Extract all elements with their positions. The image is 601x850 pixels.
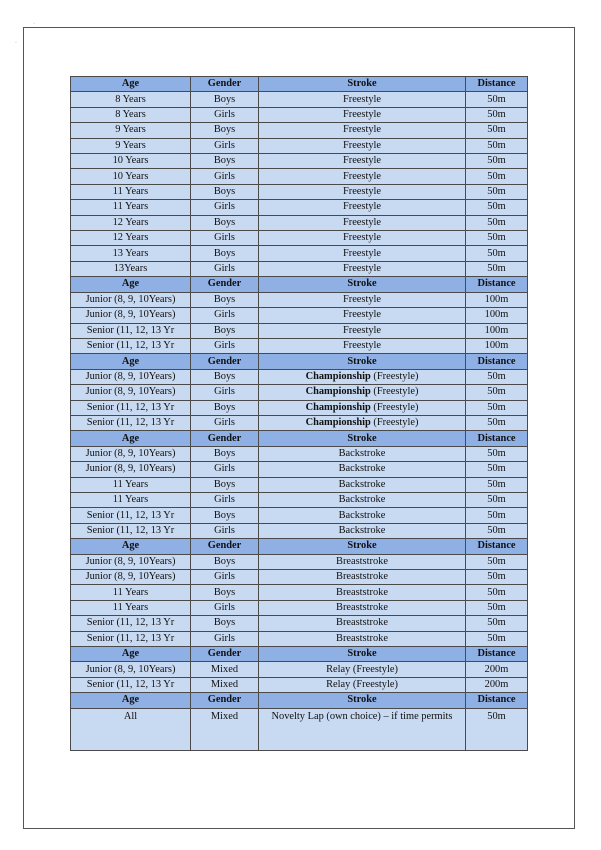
- stroke-cell: Backstroke: [259, 492, 466, 507]
- header-gender: Gender: [191, 647, 259, 662]
- age-cell: Senior (11, 12, 13 Yr: [71, 323, 191, 338]
- age-cell: Junior (8, 9, 10Years): [71, 446, 191, 461]
- header-stroke: Stroke: [259, 354, 466, 369]
- stroke-cell: Breaststroke: [259, 631, 466, 646]
- age-cell: 11 Years: [71, 585, 191, 600]
- stroke-cell: Backstroke: [259, 462, 466, 477]
- gender-cell: Girls: [191, 308, 259, 323]
- age-cell: Senior (11, 12, 13 Yr: [71, 508, 191, 523]
- header-distance: Distance: [466, 277, 528, 292]
- stroke-bold-text: Championship: [305, 417, 371, 429]
- stroke-cell: Freestyle: [259, 123, 466, 138]
- table-header-row: [71, 647, 528, 662]
- header-age: Age: [71, 693, 191, 708]
- header-distance: Distance: [466, 354, 528, 369]
- header-gender: Gender: [191, 354, 259, 369]
- header-distance: Distance: [466, 647, 528, 662]
- distance-cell: 100m: [466, 323, 528, 338]
- table-row: [71, 616, 528, 631]
- table-row: [71, 554, 528, 569]
- stroke-text: (Freestyle): [370, 370, 419, 382]
- gender-cell: Girls: [191, 169, 259, 184]
- distance-cell: 50m: [466, 415, 528, 430]
- header-stroke: Stroke: [259, 431, 466, 446]
- gender-cell: Girls: [191, 492, 259, 507]
- stroke-cell: [259, 415, 466, 430]
- gender-cell: Boys: [191, 246, 259, 261]
- table-row: [71, 138, 528, 153]
- gender-cell: Mixed: [191, 708, 259, 750]
- stroke-bold-text: Championship: [305, 370, 371, 382]
- distance-cell: 50m: [466, 369, 528, 384]
- gender-cell: Boys: [191, 123, 259, 138]
- distance-cell: 50m: [466, 385, 528, 400]
- header-age: Age: [71, 647, 191, 662]
- header-gender: Gender: [191, 539, 259, 554]
- gender-cell: Boys: [191, 400, 259, 415]
- distance-cell: 100m: [466, 338, 528, 353]
- header-distance: Distance: [466, 77, 528, 92]
- distance-cell: 50m: [466, 523, 528, 538]
- table-row: [71, 570, 528, 585]
- distance-cell: 50m: [466, 123, 528, 138]
- header-stroke: Stroke: [259, 693, 466, 708]
- age-cell: Junior (8, 9, 10Years): [71, 554, 191, 569]
- age-cell: Senior (11, 12, 13 Yr: [71, 338, 191, 353]
- stroke-cell: Freestyle: [259, 154, 466, 169]
- gender-cell: Boys: [191, 92, 259, 107]
- stroke-cell: Freestyle: [259, 292, 466, 307]
- age-cell: Senior (11, 12, 13 Yr: [71, 677, 191, 692]
- gender-cell: Girls: [191, 631, 259, 646]
- distance-cell: 200m: [466, 677, 528, 692]
- age-cell: 13 Years: [71, 246, 191, 261]
- stroke-cell: Breaststroke: [259, 585, 466, 600]
- table-row: [71, 585, 528, 600]
- stroke-cell: Backstroke: [259, 508, 466, 523]
- header-age: Age: [71, 539, 191, 554]
- gender-cell: Girls: [191, 523, 259, 538]
- header-gender: Gender: [191, 277, 259, 292]
- table-row: [71, 708, 528, 750]
- distance-cell: 200m: [466, 662, 528, 677]
- stroke-cell: Freestyle: [259, 200, 466, 215]
- age-cell: Junior (8, 9, 10Years): [71, 385, 191, 400]
- age-cell: 12 Years: [71, 231, 191, 246]
- age-cell: Junior (8, 9, 10Years): [71, 462, 191, 477]
- gender-cell: Boys: [191, 154, 259, 169]
- stroke-cell: Backstroke: [259, 477, 466, 492]
- table-row: [71, 123, 528, 138]
- stroke-cell: Breaststroke: [259, 554, 466, 569]
- distance-cell: 50m: [466, 400, 528, 415]
- stroke-cell: Backstroke: [259, 446, 466, 461]
- distance-cell: 50m: [466, 261, 528, 276]
- age-cell: 11 Years: [71, 492, 191, 507]
- stroke-bold-text: Championship: [305, 386, 371, 398]
- distance-cell: 50m: [466, 107, 528, 122]
- stroke-cell: Freestyle: [259, 323, 466, 338]
- distance-cell: 50m: [466, 215, 528, 230]
- gender-cell: Boys: [191, 616, 259, 631]
- header-age: Age: [71, 77, 191, 92]
- age-cell: 11 Years: [71, 600, 191, 615]
- distance-cell: 50m: [466, 616, 528, 631]
- stroke-cell: Freestyle: [259, 308, 466, 323]
- gender-cell: Boys: [191, 508, 259, 523]
- table-row: [71, 323, 528, 338]
- table-row: [71, 292, 528, 307]
- distance-cell: 50m: [466, 138, 528, 153]
- gender-cell: Girls: [191, 385, 259, 400]
- gender-cell: Boys: [191, 477, 259, 492]
- scan-speck: ·: [33, 21, 35, 27]
- gender-cell: Girls: [191, 462, 259, 477]
- stroke-cell: Freestyle: [259, 184, 466, 199]
- gender-cell: Boys: [191, 323, 259, 338]
- table-row: [71, 677, 528, 692]
- table-row: [71, 92, 528, 107]
- distance-cell: 50m: [466, 600, 528, 615]
- distance-cell: 50m: [466, 570, 528, 585]
- header-age: Age: [71, 277, 191, 292]
- header-age: Age: [71, 431, 191, 446]
- distance-cell: 50m: [466, 169, 528, 184]
- header-distance: Distance: [466, 693, 528, 708]
- header-stroke: Stroke: [259, 647, 466, 662]
- table-row: [71, 508, 528, 523]
- gender-cell: Boys: [191, 215, 259, 230]
- header-distance: Distance: [466, 431, 528, 446]
- table-header-row: [71, 354, 528, 369]
- age-cell: Senior (11, 12, 13 Yr: [71, 631, 191, 646]
- age-cell: 13Years: [71, 261, 191, 276]
- gender-cell: Girls: [191, 261, 259, 276]
- stroke-cell: [259, 369, 466, 384]
- age-cell: 11 Years: [71, 477, 191, 492]
- age-cell: 10 Years: [71, 154, 191, 169]
- table-row: [71, 462, 528, 477]
- distance-cell: 50m: [466, 231, 528, 246]
- stroke-cell: Freestyle: [259, 107, 466, 122]
- header-stroke: Stroke: [259, 77, 466, 92]
- age-cell: Senior (11, 12, 13 Yr: [71, 523, 191, 538]
- table-row: [71, 261, 528, 276]
- gender-cell: Girls: [191, 600, 259, 615]
- stroke-cell: Freestyle: [259, 138, 466, 153]
- distance-cell: 50m: [466, 554, 528, 569]
- stroke-cell: Breaststroke: [259, 616, 466, 631]
- table-row: [71, 169, 528, 184]
- gender-cell: Boys: [191, 446, 259, 461]
- table-row: [71, 369, 528, 384]
- age-cell: 10 Years: [71, 169, 191, 184]
- header-age: Age: [71, 354, 191, 369]
- distance-cell: 50m: [466, 585, 528, 600]
- gender-cell: Mixed: [191, 677, 259, 692]
- distance-cell: 50m: [466, 246, 528, 261]
- table-row: [71, 107, 528, 122]
- table-row: [71, 200, 528, 215]
- table-row: [71, 631, 528, 646]
- distance-cell: 100m: [466, 308, 528, 323]
- stroke-cell: Backstroke: [259, 523, 466, 538]
- table-row: [71, 184, 528, 199]
- distance-cell: 50m: [466, 631, 528, 646]
- stroke-bold-text: Championship: [305, 401, 371, 413]
- distance-cell: 50m: [466, 184, 528, 199]
- table-row: [71, 246, 528, 261]
- table-header-row: [71, 277, 528, 292]
- distance-cell: 50m: [466, 462, 528, 477]
- gender-cell: Girls: [191, 415, 259, 430]
- stroke-cell: [259, 400, 466, 415]
- distance-cell: 50m: [466, 154, 528, 169]
- scan-speck: ·: [15, 40, 17, 46]
- distance-cell: 50m: [466, 446, 528, 461]
- table-row: [71, 385, 528, 400]
- table-row: [71, 492, 528, 507]
- stroke-cell: Breaststroke: [259, 600, 466, 615]
- gender-cell: Boys: [191, 184, 259, 199]
- distance-cell: 50m: [466, 92, 528, 107]
- stroke-cell: Freestyle: [259, 246, 466, 261]
- stroke-cell: Breaststroke: [259, 570, 466, 585]
- table-row: [71, 415, 528, 430]
- table-row: [71, 400, 528, 415]
- table-header-row: [71, 693, 528, 708]
- gender-cell: Mixed: [191, 662, 259, 677]
- gender-cell: Boys: [191, 554, 259, 569]
- age-cell: 9 Years: [71, 123, 191, 138]
- age-cell: All: [71, 708, 191, 750]
- header-gender: Gender: [191, 693, 259, 708]
- age-cell: 12 Years: [71, 215, 191, 230]
- gender-cell: Boys: [191, 369, 259, 384]
- header-stroke: Stroke: [259, 277, 466, 292]
- distance-cell: 50m: [466, 477, 528, 492]
- table-header-row: [71, 431, 528, 446]
- table-row: [71, 600, 528, 615]
- table-row: [71, 231, 528, 246]
- distance-cell: 50m: [466, 708, 528, 750]
- age-cell: 11 Years: [71, 200, 191, 215]
- stroke-cell: Freestyle: [259, 231, 466, 246]
- age-cell: Junior (8, 9, 10Years): [71, 292, 191, 307]
- age-cell: 11 Years: [71, 184, 191, 199]
- gender-cell: Girls: [191, 200, 259, 215]
- age-cell: Junior (8, 9, 10Years): [71, 570, 191, 585]
- age-cell: Senior (11, 12, 13 Yr: [71, 616, 191, 631]
- stroke-cell: Freestyle: [259, 215, 466, 230]
- stroke-text: (Freestyle): [370, 417, 419, 429]
- table-row: [71, 308, 528, 323]
- gender-cell: Girls: [191, 570, 259, 585]
- table-row: [71, 662, 528, 677]
- gender-cell: Girls: [191, 107, 259, 122]
- stroke-cell: Relay (Freestyle): [259, 677, 466, 692]
- age-cell: 9 Years: [71, 138, 191, 153]
- age-cell: Junior (8, 9, 10Years): [71, 369, 191, 384]
- stroke-cell: Freestyle: [259, 338, 466, 353]
- gender-cell: Girls: [191, 231, 259, 246]
- stroke-cell: Freestyle: [259, 169, 466, 184]
- table-header-row: [71, 539, 528, 554]
- gender-cell: Boys: [191, 292, 259, 307]
- stroke-cell: Freestyle: [259, 261, 466, 276]
- table-row: [71, 154, 528, 169]
- header-gender: Gender: [191, 431, 259, 446]
- stroke-cell: Relay (Freestyle): [259, 662, 466, 677]
- gender-cell: Girls: [191, 138, 259, 153]
- stroke-cell: Freestyle: [259, 92, 466, 107]
- distance-cell: 50m: [466, 508, 528, 523]
- table-header-row: [71, 77, 528, 92]
- distance-cell: 50m: [466, 200, 528, 215]
- distance-cell: 50m: [466, 492, 528, 507]
- header-gender: Gender: [191, 77, 259, 92]
- age-cell: Junior (8, 9, 10Years): [71, 308, 191, 323]
- table-row: [71, 215, 528, 230]
- table-row: [71, 446, 528, 461]
- distance-cell: 100m: [466, 292, 528, 307]
- stroke-cell: [259, 385, 466, 400]
- stroke-text: (Freestyle): [370, 386, 419, 398]
- table-row: [71, 523, 528, 538]
- age-cell: 8 Years: [71, 107, 191, 122]
- table-row: [71, 338, 528, 353]
- age-cell: 8 Years: [71, 92, 191, 107]
- age-cell: Junior (8, 9, 10Years): [71, 662, 191, 677]
- stroke-text: (Freestyle): [370, 401, 419, 413]
- age-cell: Senior (11, 12, 13 Yr: [71, 415, 191, 430]
- header-stroke: Stroke: [259, 539, 466, 554]
- gender-cell: Girls: [191, 338, 259, 353]
- events-table-body: [71, 77, 528, 751]
- stroke-cell: Novelty Lap (own choice) – if time permits: [259, 708, 466, 750]
- header-distance: Distance: [466, 539, 528, 554]
- swimming-events-table: [70, 76, 528, 751]
- age-cell: Senior (11, 12, 13 Yr: [71, 400, 191, 415]
- table-row: [71, 477, 528, 492]
- gender-cell: Boys: [191, 585, 259, 600]
